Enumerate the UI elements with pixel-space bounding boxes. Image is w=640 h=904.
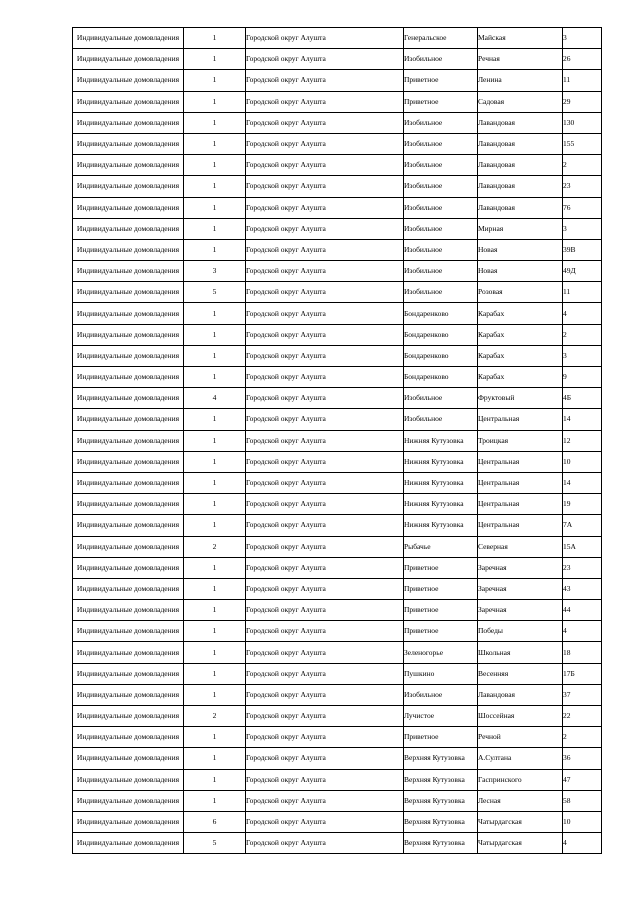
cell-municipality: Городской округ Алушта bbox=[246, 324, 404, 345]
cell-count: 1 bbox=[184, 197, 246, 218]
cell-building-type: Индивидуальные домовладения bbox=[73, 261, 184, 282]
cell-street: Лавандовая bbox=[478, 176, 563, 197]
table-row bbox=[73, 684, 602, 705]
table-row bbox=[73, 536, 602, 557]
cell-municipality: Городской округ Алушта bbox=[246, 811, 404, 832]
cell-house-number: 4 bbox=[563, 303, 602, 324]
cell-street: Майская bbox=[478, 28, 563, 49]
cell-locality: Изобильное bbox=[404, 261, 478, 282]
cell-building-type: Индивидуальные домовладения bbox=[73, 133, 184, 154]
cell-count: 1 bbox=[184, 557, 246, 578]
cell-municipality: Городской округ Алушта bbox=[246, 239, 404, 260]
table-row bbox=[73, 557, 602, 578]
cell-count: 2 bbox=[184, 706, 246, 727]
cell-municipality: Городской округ Алушта bbox=[246, 49, 404, 70]
cell-municipality: Городской округ Алушта bbox=[246, 28, 404, 49]
cell-locality: Изобильное bbox=[404, 112, 478, 133]
cell-municipality: Городской округ Алушта bbox=[246, 345, 404, 366]
cell-building-type: Индивидуальные домовладения bbox=[73, 472, 184, 493]
cell-locality: Бондаренково bbox=[404, 345, 478, 366]
cell-municipality: Городской округ Алушта bbox=[246, 388, 404, 409]
cell-street: Центральная bbox=[478, 472, 563, 493]
cell-municipality: Городской округ Алушта bbox=[246, 790, 404, 811]
cell-building-type: Индивидуальные домовладения bbox=[73, 494, 184, 515]
table-row bbox=[73, 112, 602, 133]
cell-house-number: 14 bbox=[563, 472, 602, 493]
cell-locality: Приветное bbox=[404, 621, 478, 642]
cell-municipality: Городской округ Алушта bbox=[246, 769, 404, 790]
cell-building-type: Индивидуальные домовладения bbox=[73, 748, 184, 769]
cell-street: Северная bbox=[478, 536, 563, 557]
cell-locality: Бондаренково bbox=[404, 367, 478, 388]
cell-house-number: 11 bbox=[563, 70, 602, 91]
cell-street: Чатырдагская bbox=[478, 811, 563, 832]
cell-building-type: Индивидуальные домовладения bbox=[73, 49, 184, 70]
cell-building-type: Индивидуальные домовладения bbox=[73, 28, 184, 49]
cell-house-number: 23 bbox=[563, 557, 602, 578]
cell-building-type: Индивидуальные домовладения bbox=[73, 367, 184, 388]
table-row bbox=[73, 176, 602, 197]
cell-count: 1 bbox=[184, 91, 246, 112]
table-row bbox=[73, 345, 602, 366]
cell-street: Центральная bbox=[478, 515, 563, 536]
cell-count: 1 bbox=[184, 621, 246, 642]
cell-locality: Нижняя Кутузовка bbox=[404, 430, 478, 451]
cell-locality: Нижняя Кутузовка bbox=[404, 515, 478, 536]
cell-house-number: 3 bbox=[563, 28, 602, 49]
cell-street: Лавандовая bbox=[478, 684, 563, 705]
cell-building-type: Индивидуальные домовладения bbox=[73, 303, 184, 324]
cell-count: 1 bbox=[184, 494, 246, 515]
table-row bbox=[73, 388, 602, 409]
cell-street: Мирная bbox=[478, 218, 563, 239]
cell-house-number: 10 bbox=[563, 451, 602, 472]
cell-count: 1 bbox=[184, 49, 246, 70]
cell-building-type: Индивидуальные домовладения bbox=[73, 176, 184, 197]
cell-building-type: Индивидуальные домовладения bbox=[73, 451, 184, 472]
cell-locality: Верхняя Кутузовка bbox=[404, 811, 478, 832]
cell-locality: Приветное bbox=[404, 600, 478, 621]
cell-municipality: Городской округ Алушта bbox=[246, 727, 404, 748]
cell-municipality: Городской округ Алушта bbox=[246, 282, 404, 303]
cell-building-type: Индивидуальные домовладения bbox=[73, 642, 184, 663]
cell-street: Троицкая bbox=[478, 430, 563, 451]
cell-count: 1 bbox=[184, 70, 246, 91]
table-row bbox=[73, 706, 602, 727]
cell-municipality: Городской округ Алушта bbox=[246, 367, 404, 388]
table-row bbox=[73, 197, 602, 218]
cell-house-number: 19 bbox=[563, 494, 602, 515]
cell-count: 1 bbox=[184, 769, 246, 790]
housing-table bbox=[72, 27, 602, 854]
cell-count: 2 bbox=[184, 536, 246, 557]
cell-house-number: 12 bbox=[563, 430, 602, 451]
cell-building-type: Индивидуальные домовладения bbox=[73, 515, 184, 536]
table-row bbox=[73, 833, 602, 854]
table-row bbox=[73, 451, 602, 472]
cell-building-type: Индивидуальные домовладения bbox=[73, 706, 184, 727]
cell-municipality: Городской округ Алушта bbox=[246, 303, 404, 324]
cell-municipality: Городской округ Алушта bbox=[246, 176, 404, 197]
cell-municipality: Городской округ Алушта bbox=[246, 261, 404, 282]
cell-house-number: 36 bbox=[563, 748, 602, 769]
table-row bbox=[73, 70, 602, 91]
cell-house-number: 37 bbox=[563, 684, 602, 705]
table-row bbox=[73, 409, 602, 430]
cell-municipality: Городской округ Алушта bbox=[246, 663, 404, 684]
cell-street: Карабах bbox=[478, 324, 563, 345]
table-row bbox=[73, 28, 602, 49]
cell-building-type: Индивидуальные домовладения bbox=[73, 91, 184, 112]
cell-house-number: 2 bbox=[563, 727, 602, 748]
cell-street: Шоссейная bbox=[478, 706, 563, 727]
cell-street: Чатырдагская bbox=[478, 833, 563, 854]
cell-locality: Верхняя Кутузовка bbox=[404, 833, 478, 854]
cell-municipality: Городской округ Алушта bbox=[246, 706, 404, 727]
cell-house-number: 4Б bbox=[563, 388, 602, 409]
cell-building-type: Индивидуальные домовладения bbox=[73, 70, 184, 91]
cell-municipality: Городской округ Алушта bbox=[246, 642, 404, 663]
cell-house-number: 15А bbox=[563, 536, 602, 557]
cell-count: 1 bbox=[184, 663, 246, 684]
cell-building-type: Индивидуальные домовладения bbox=[73, 621, 184, 642]
cell-street: Лавандовая bbox=[478, 197, 563, 218]
cell-house-number: 58 bbox=[563, 790, 602, 811]
cell-locality: Нижняя Кутузовка bbox=[404, 494, 478, 515]
cell-building-type: Индивидуальные домовладения bbox=[73, 239, 184, 260]
cell-building-type: Индивидуальные домовладения bbox=[73, 112, 184, 133]
cell-locality: Изобильное bbox=[404, 155, 478, 176]
cell-locality: Изобильное bbox=[404, 133, 478, 154]
cell-house-number: 29 bbox=[563, 91, 602, 112]
table-row bbox=[73, 303, 602, 324]
table-row bbox=[73, 155, 602, 176]
cell-building-type: Индивидуальные домовладения bbox=[73, 197, 184, 218]
table-row bbox=[73, 600, 602, 621]
table-row bbox=[73, 472, 602, 493]
cell-locality: Пушкино bbox=[404, 663, 478, 684]
cell-locality: Изобильное bbox=[404, 282, 478, 303]
cell-count: 1 bbox=[184, 324, 246, 345]
table-row bbox=[73, 790, 602, 811]
cell-count: 1 bbox=[184, 790, 246, 811]
cell-municipality: Городской округ Алушта bbox=[246, 197, 404, 218]
cell-house-number: 3 bbox=[563, 218, 602, 239]
cell-building-type: Индивидуальные домовладения bbox=[73, 557, 184, 578]
cell-building-type: Индивидуальные домовладения bbox=[73, 769, 184, 790]
cell-municipality: Городской округ Алушта bbox=[246, 494, 404, 515]
cell-locality: Верхняя Кутузовка bbox=[404, 769, 478, 790]
cell-building-type: Индивидуальные домовладения bbox=[73, 324, 184, 345]
cell-count: 5 bbox=[184, 833, 246, 854]
cell-count: 1 bbox=[184, 28, 246, 49]
cell-street: Победы bbox=[478, 621, 563, 642]
cell-street: Центральная bbox=[478, 451, 563, 472]
cell-locality: Изобильное bbox=[404, 197, 478, 218]
cell-locality: Нижняя Кутузовка bbox=[404, 472, 478, 493]
cell-municipality: Городской округ Алушта bbox=[246, 472, 404, 493]
cell-building-type: Индивидуальные домовладения bbox=[73, 600, 184, 621]
cell-count: 4 bbox=[184, 388, 246, 409]
cell-municipality: Городской округ Алушта bbox=[246, 155, 404, 176]
cell-street: Фруктовый bbox=[478, 388, 563, 409]
cell-locality: Зеленогорье bbox=[404, 642, 478, 663]
cell-house-number: 49Д bbox=[563, 261, 602, 282]
cell-building-type: Индивидуальные домовладения bbox=[73, 218, 184, 239]
cell-street: Лавандовая bbox=[478, 155, 563, 176]
cell-locality: Изобильное bbox=[404, 176, 478, 197]
cell-street: Заречная bbox=[478, 557, 563, 578]
table-row bbox=[73, 367, 602, 388]
cell-count: 1 bbox=[184, 176, 246, 197]
cell-house-number: 2 bbox=[563, 155, 602, 176]
cell-locality: Изобильное bbox=[404, 49, 478, 70]
cell-street: Центральная bbox=[478, 409, 563, 430]
cell-house-number: 155 bbox=[563, 133, 602, 154]
cell-locality: Изобильное bbox=[404, 388, 478, 409]
table-row bbox=[73, 430, 602, 451]
cell-count: 1 bbox=[184, 578, 246, 599]
cell-locality: Изобильное bbox=[404, 409, 478, 430]
cell-house-number: 26 bbox=[563, 49, 602, 70]
cell-count: 1 bbox=[184, 239, 246, 260]
cell-building-type: Индивидуальные домовладения bbox=[73, 409, 184, 430]
cell-locality: Изобильное bbox=[404, 218, 478, 239]
cell-locality: Изобильное bbox=[404, 684, 478, 705]
table-row bbox=[73, 621, 602, 642]
cell-street: Лавандовая bbox=[478, 112, 563, 133]
cell-house-number: 17Б bbox=[563, 663, 602, 684]
table-body bbox=[73, 28, 602, 854]
cell-house-number: 18 bbox=[563, 642, 602, 663]
table-row bbox=[73, 261, 602, 282]
cell-count: 1 bbox=[184, 367, 246, 388]
cell-street: Карабах bbox=[478, 345, 563, 366]
cell-street: Карабах bbox=[478, 303, 563, 324]
cell-municipality: Городской округ Алушта bbox=[246, 833, 404, 854]
cell-building-type: Индивидуальные домовладения bbox=[73, 388, 184, 409]
cell-street: Лесная bbox=[478, 790, 563, 811]
cell-municipality: Городской округ Алушта bbox=[246, 578, 404, 599]
cell-street: Весенняя bbox=[478, 663, 563, 684]
cell-building-type: Индивидуальные домовладения bbox=[73, 578, 184, 599]
cell-house-number: 47 bbox=[563, 769, 602, 790]
cell-street: Речной bbox=[478, 727, 563, 748]
cell-house-number: 22 bbox=[563, 706, 602, 727]
table-row bbox=[73, 578, 602, 599]
cell-municipality: Городской округ Алушта bbox=[246, 748, 404, 769]
document-page bbox=[72, 27, 601, 854]
table-row bbox=[73, 324, 602, 345]
cell-house-number: 43 bbox=[563, 578, 602, 599]
cell-count: 1 bbox=[184, 642, 246, 663]
cell-street: Гаспринского bbox=[478, 769, 563, 790]
table-row bbox=[73, 642, 602, 663]
cell-street: Заречная bbox=[478, 578, 563, 599]
table-row bbox=[73, 494, 602, 515]
cell-municipality: Городской округ Алушта bbox=[246, 621, 404, 642]
cell-house-number: 76 bbox=[563, 197, 602, 218]
cell-count: 1 bbox=[184, 748, 246, 769]
cell-building-type: Индивидуальные домовладения bbox=[73, 536, 184, 557]
cell-locality: Рыбачье bbox=[404, 536, 478, 557]
cell-building-type: Индивидуальные домовладения bbox=[73, 833, 184, 854]
table-row bbox=[73, 239, 602, 260]
table-row bbox=[73, 748, 602, 769]
cell-municipality: Городской округ Алушта bbox=[246, 409, 404, 430]
cell-municipality: Городской округ Алушта bbox=[246, 451, 404, 472]
cell-house-number: 9 bbox=[563, 367, 602, 388]
cell-municipality: Городской округ Алушта bbox=[246, 218, 404, 239]
cell-municipality: Городской округ Алушта bbox=[246, 91, 404, 112]
cell-house-number: 2 bbox=[563, 324, 602, 345]
cell-house-number: 3 bbox=[563, 345, 602, 366]
cell-locality: Приветное bbox=[404, 91, 478, 112]
cell-locality: Приветное bbox=[404, 578, 478, 599]
cell-count: 1 bbox=[184, 112, 246, 133]
cell-street: Речная bbox=[478, 49, 563, 70]
cell-locality: Бондаренково bbox=[404, 324, 478, 345]
cell-municipality: Городской округ Алушта bbox=[246, 430, 404, 451]
cell-count: 1 bbox=[184, 409, 246, 430]
cell-building-type: Индивидуальные домовладения bbox=[73, 790, 184, 811]
cell-count: 1 bbox=[184, 303, 246, 324]
cell-building-type: Индивидуальные домовладения bbox=[73, 727, 184, 748]
cell-street: Карабах bbox=[478, 367, 563, 388]
cell-house-number: 44 bbox=[563, 600, 602, 621]
cell-building-type: Индивидуальные домовладения bbox=[73, 663, 184, 684]
cell-municipality: Городской округ Алушта bbox=[246, 536, 404, 557]
cell-building-type: Индивидуальные домовладения bbox=[73, 345, 184, 366]
cell-street: Розовая bbox=[478, 282, 563, 303]
table-row bbox=[73, 769, 602, 790]
cell-municipality: Городской округ Алушта bbox=[246, 684, 404, 705]
cell-count: 1 bbox=[184, 155, 246, 176]
cell-locality: Бондаренково bbox=[404, 303, 478, 324]
cell-building-type: Индивидуальные домовладения bbox=[73, 155, 184, 176]
cell-locality: Верхняя Кутузовка bbox=[404, 748, 478, 769]
cell-count: 1 bbox=[184, 472, 246, 493]
cell-count: 3 bbox=[184, 261, 246, 282]
cell-municipality: Городской округ Алушта bbox=[246, 70, 404, 91]
cell-street: Школьная bbox=[478, 642, 563, 663]
cell-count: 1 bbox=[184, 600, 246, 621]
table-row bbox=[73, 663, 602, 684]
cell-house-number: 39В bbox=[563, 239, 602, 260]
cell-street: Центральная bbox=[478, 494, 563, 515]
cell-locality: Приветное bbox=[404, 727, 478, 748]
cell-street: Ленина bbox=[478, 70, 563, 91]
cell-building-type: Индивидуальные домовладения bbox=[73, 684, 184, 705]
cell-house-number: 11 bbox=[563, 282, 602, 303]
table-row bbox=[73, 133, 602, 154]
cell-locality: Нижняя Кутузовка bbox=[404, 451, 478, 472]
cell-house-number: 23 bbox=[563, 176, 602, 197]
table-row bbox=[73, 91, 602, 112]
cell-locality: Приветное bbox=[404, 557, 478, 578]
cell-street: Новая bbox=[478, 261, 563, 282]
cell-house-number: 10 bbox=[563, 811, 602, 832]
cell-count: 1 bbox=[184, 218, 246, 239]
cell-municipality: Городской округ Алушта bbox=[246, 112, 404, 133]
cell-count: 1 bbox=[184, 727, 246, 748]
cell-house-number: 4 bbox=[563, 621, 602, 642]
cell-street: Заречная bbox=[478, 600, 563, 621]
cell-count: 1 bbox=[184, 430, 246, 451]
cell-house-number: 7А bbox=[563, 515, 602, 536]
cell-street: Садовая bbox=[478, 91, 563, 112]
cell-locality: Генеральское bbox=[404, 28, 478, 49]
cell-municipality: Городской округ Алушта bbox=[246, 600, 404, 621]
table-row bbox=[73, 727, 602, 748]
table-row bbox=[73, 49, 602, 70]
cell-street: Лавандовая bbox=[478, 133, 563, 154]
cell-building-type: Индивидуальные домовладения bbox=[73, 282, 184, 303]
cell-count: 1 bbox=[184, 133, 246, 154]
cell-house-number: 130 bbox=[563, 112, 602, 133]
table-row bbox=[73, 218, 602, 239]
cell-municipality: Городской округ Алушта bbox=[246, 133, 404, 154]
cell-locality: Верхняя Кутузовка bbox=[404, 790, 478, 811]
cell-count: 1 bbox=[184, 345, 246, 366]
table-row bbox=[73, 515, 602, 536]
cell-street: Новая bbox=[478, 239, 563, 260]
cell-count: 1 bbox=[184, 515, 246, 536]
cell-locality: Изобильное bbox=[404, 239, 478, 260]
cell-count: 1 bbox=[184, 684, 246, 705]
cell-count: 5 bbox=[184, 282, 246, 303]
table-row bbox=[73, 282, 602, 303]
cell-count: 1 bbox=[184, 451, 246, 472]
table-row bbox=[73, 811, 602, 832]
cell-building-type: Индивидуальные домовладения bbox=[73, 811, 184, 832]
cell-municipality: Городской округ Алушта bbox=[246, 515, 404, 536]
cell-locality: Лучистое bbox=[404, 706, 478, 727]
cell-municipality: Городской округ Алушта bbox=[246, 557, 404, 578]
cell-house-number: 4 bbox=[563, 833, 602, 854]
cell-count: 6 bbox=[184, 811, 246, 832]
cell-locality: Приветное bbox=[404, 70, 478, 91]
cell-building-type: Индивидуальные домовладения bbox=[73, 430, 184, 451]
cell-house-number: 14 bbox=[563, 409, 602, 430]
cell-street: А.Султана bbox=[478, 748, 563, 769]
